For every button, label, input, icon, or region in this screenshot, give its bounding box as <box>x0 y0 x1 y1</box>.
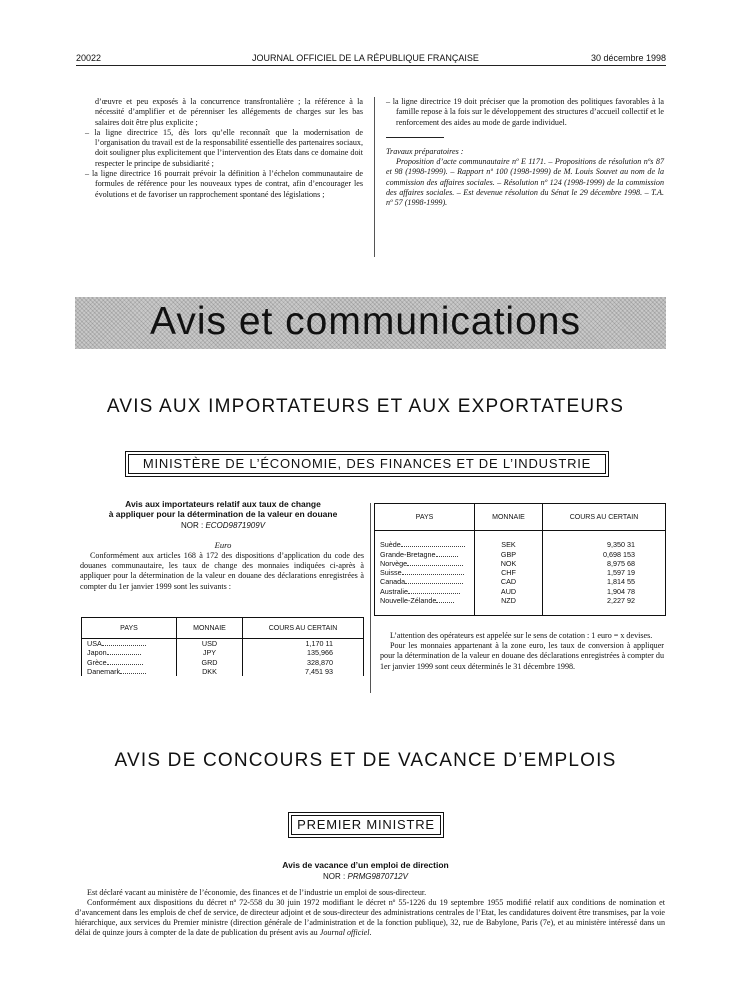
leader-dots <box>407 559 463 566</box>
leader-dots <box>436 596 454 603</box>
table-header-row <box>375 504 666 531</box>
paragraph: L’attention des opérateurs est appelée sur le sens de cotation : 1 euro = x devises. <box>390 631 653 640</box>
currency-cell: USD <box>177 639 243 649</box>
table-row <box>375 568 666 577</box>
leader-dots <box>436 550 458 557</box>
table-row <box>82 639 364 649</box>
column-header-pays: PAYS <box>375 504 475 531</box>
currency-cell: NZD <box>475 596 543 605</box>
leader-dots <box>120 667 146 674</box>
country-name: Japon <box>87 648 107 658</box>
country-name: Grande-Bretagne <box>380 549 436 559</box>
country-cell <box>82 667 177 676</box>
vacancy-title: Avis de vacance d’un emploi de direction <box>282 860 449 870</box>
box-inner-border <box>128 454 606 474</box>
guideline-item: – la ligne directrice 16 pourrait prévoir la définition à l’échelon communautaire de formules de référence pour les nouveaux types de contrat, afin d’encourager les évolutions et de favoriser un rapprochement spontané des législations ; <box>85 169 363 199</box>
column-header-monnaie: MONNAIE <box>177 618 243 639</box>
rate-cell: 0,698 153 <box>543 550 666 559</box>
table-row <box>82 658 364 667</box>
column-header-cours: COURS AU CERTAIN <box>243 618 364 639</box>
country-cell <box>375 559 475 568</box>
paragraph: d’œuvre et peu exposés à la concurrence transfrontalière ; la référence à la nécessité d’amplifier et de pérenniser les allégements de charges sur les bas salaires doit être plus explicite ; <box>95 97 363 127</box>
nor-reference <box>0 872 731 881</box>
column-header-pays: PAYS <box>82 618 177 639</box>
notice-title <box>80 500 366 519</box>
currency-cell: AUD <box>475 587 543 596</box>
table-row <box>82 648 364 657</box>
table-row <box>375 540 666 549</box>
country-cell <box>375 587 475 596</box>
paragraph: Pour les monnaies appartenant à la zone euro, les taux de conversion à appliquer pour la détermination de la valeur en douane des déclarations enregistrées à compter du 1er janvier 1999 sont ceux déterminés le 31 décembre 1998. <box>380 641 664 671</box>
leader-dots <box>402 568 464 575</box>
banner-title: Avis et communications <box>150 300 581 343</box>
country-cell <box>82 648 177 657</box>
table-row <box>82 667 364 676</box>
guideline-item: – la ligne directrice 19 doit préciser que la promotion des politiques favorables à la famille repose à la fois sur le développement des structures d’accueil collectif et le renforcement des aides au mode de garde individuel. <box>386 97 664 127</box>
nor-label: NOR : <box>323 872 346 881</box>
country-name: Nouvelle-Zélande <box>380 596 437 606</box>
rate-cell: 135,966 <box>243 648 364 657</box>
paragraph: Est déclaré vacant au ministère de l’économie, des finances et de l’industrie un emploi de sous-directeur. <box>87 888 427 897</box>
country-cell <box>375 550 475 559</box>
column-divider <box>370 503 371 693</box>
notice-paragraph: Conformément aux articles 168 à 172 des dispositions d’application du code des douanes communautaire, les taux de change des monnaies indiquées ci-après à appliquer pour la détermination de la valeur en douane des déclarations enregistrées à compter du 1er janvier 1999 sont les suivants : <box>80 551 364 591</box>
nor-reference <box>80 521 366 530</box>
ministry-name: MINISTÈRE DE L’ÉCONOMIE, DES FINANCES ET DE L’INDUSTRIE <box>142 456 592 471</box>
country-cell <box>375 596 475 605</box>
section-heading: AVIS DE CONCOURS ET DE VACANCE D’EMPLOIS <box>114 750 617 771</box>
country-cell <box>375 568 475 577</box>
rate-cell: 1,904 78 <box>543 587 666 596</box>
nor-code: ECOD9871909V <box>205 521 266 530</box>
currency-cell: JPY <box>177 648 243 657</box>
rate-cell: 9,350 31 <box>543 540 666 549</box>
spacer-row <box>375 605 666 615</box>
ministry-name: PREMIER MINISTRE <box>297 817 435 832</box>
exchange-rate-table <box>81 617 364 676</box>
rate-cell: 1,597 19 <box>543 568 666 577</box>
rate-cell: 328,870 <box>243 658 364 667</box>
vacancy-text <box>75 888 665 938</box>
table-row <box>375 550 666 559</box>
country-name: Grèce <box>87 657 107 667</box>
leader-dots <box>405 577 463 584</box>
table-header-row <box>82 618 364 639</box>
euro-subheading: Euro <box>214 540 232 550</box>
exchange-rate-table <box>374 503 666 616</box>
country-name: Australie <box>380 586 408 596</box>
attention-notice <box>380 631 664 672</box>
paragraph <box>75 898 665 938</box>
country-name: Norvège <box>380 558 408 568</box>
currency-cell: NOK <box>475 559 543 568</box>
country-name: Danemark <box>87 666 121 676</box>
paragraph-body: Conformément aux dispositions du décret nº 72-558 du 30 juin 1972 modifiant le décret nº 55-1226 du 19 septembre 1955 modifié relatif aux conditions de nomination et d’avancement dans les emplois de chef de service, de directeur adjoint et de sous-directeur des administrations centrales de l’Etat, les candidatures doivent être transmises, par la voie hiérarchique, aux services du Premier ministre (direction générale de l’administration et de la fonction publique), 32, rue de Babylone, Paris (7e), et au ministère intéressé dans un délai de quinze jours à compter de la date de publication du présent avis au <box>75 897 665 937</box>
country-name: Canada <box>380 577 406 587</box>
top-right-column <box>386 97 664 209</box>
travaux-text: Proposition d’acte communautaire nº E 1171. – Propositions de résolution nºs 87 et 98 (1998-1999). – Rapport nº 100 (1998-1999) de M. Louis Souvet au nom de la commission des affaires sociales. – Résolution nº 124 (1998-1999) de la commission des affaires sociales. – Est devenue résolution du Sénat le 29 décembre 1998. – T.A. nº 57 (1998-1999). <box>386 157 664 208</box>
nor-label: NOR : <box>180 521 204 530</box>
currency-cell: DKK <box>177 667 243 676</box>
rate-cell: 1,170 11 <box>243 639 364 649</box>
rate-cell: 1,814 55 <box>543 577 666 586</box>
travaux-title: Travaux préparatoires : <box>386 146 464 156</box>
currency-cell: SEK <box>475 540 543 549</box>
country-cell <box>82 639 177 649</box>
leader-dots <box>107 648 141 655</box>
rate-cell: 2,227 92 <box>543 596 666 605</box>
leader-dots <box>107 658 143 665</box>
issue-date: 30 décembre 1998 <box>590 53 666 63</box>
ministry-box <box>125 451 609 477</box>
country-name: Suède <box>380 540 401 550</box>
column-header-monnaie: MONNAIE <box>475 504 543 531</box>
currency-cell: GBP <box>475 550 543 559</box>
spacer-row <box>375 531 666 541</box>
journal-title: JOURNAL OFFICIEL DE LA RÉPUBLIQUE FRANÇAISE <box>252 53 479 63</box>
column-divider <box>374 97 375 257</box>
top-left-column <box>85 97 363 200</box>
notice-title-line: à appliquer pour la détermination de la valeur en douane <box>108 508 338 519</box>
page-number: 20022 <box>76 53 102 63</box>
country-name: USA <box>87 639 102 648</box>
currency-cell: CHF <box>475 568 543 577</box>
table-row <box>375 577 666 586</box>
country-name: Suisse <box>380 568 402 578</box>
leader-dots <box>102 639 146 646</box>
ministry-box <box>288 812 444 838</box>
leader-dots <box>408 587 460 594</box>
leader-dots <box>401 540 465 547</box>
rate-cell: 8,975 68 <box>543 559 666 568</box>
box-inner-border <box>291 815 441 835</box>
short-rule <box>386 137 444 138</box>
rate-cell: 7,451 93 <box>243 667 364 676</box>
table-row <box>375 587 666 596</box>
nor-code: PRMG9870712V <box>347 872 408 881</box>
country-cell <box>375 577 475 586</box>
table-row <box>375 559 666 568</box>
column-header-cours: COURS AU CERTAIN <box>543 504 666 531</box>
journal-reference: Journal officiel <box>319 927 370 937</box>
currency-cell: CAD <box>475 577 543 586</box>
guideline-item: – la ligne directrice 15, dès lors qu’elle reconnaît que la modernisation de l’organisation du travail est de la responsabilité essentielle des partenaires sociaux, doit souligner plus explicitement que l’intervention des Etats dans ce domaine doit respecter le principe de subsidiarité ; <box>85 127 363 168</box>
currency-cell: GRD <box>177 658 243 667</box>
notice-title-line: Avis aux importateurs relatif aux taux de change <box>125 499 321 509</box>
table-row <box>375 596 666 605</box>
country-cell <box>375 540 475 549</box>
section-heading: AVIS AUX IMPORTATEURS ET AUX EXPORTATEURS <box>106 396 625 417</box>
country-cell <box>82 658 177 667</box>
paragraph-end: . <box>369 927 372 937</box>
header-rule <box>76 65 666 66</box>
